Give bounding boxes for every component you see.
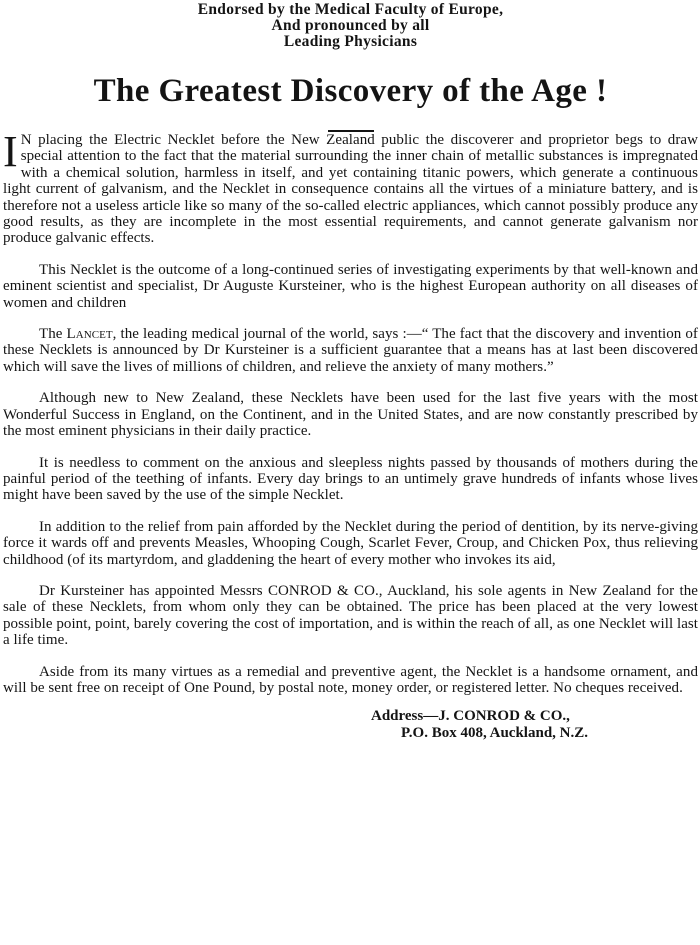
endorsement-line-1: Endorsed by the Medical Faculty of Europe, [197, 1, 504, 18]
paragraph-3 [3, 326, 698, 375]
article-body [3, 127, 699, 696]
paragraph-3-lead: The [39, 326, 63, 343]
drop-cap-initial: I [3, 127, 18, 176]
endorsement-line-2: And pronounced by all [271, 17, 430, 34]
paragraph-6: In addition to the relief from pain afforded by the Necklet during the period of dentition, by its nerve-giving force it wards off and prevents Measles, Whooping Cough, Scarlet Fever, Croup, and Chicken Pox, thus relieving childhood (of its martyrdom, and gladdening the heart of every mother who invokes its aid, [3, 518, 698, 568]
address-line-1: Address—J. CONROD & CO., [371, 708, 570, 725]
paragraph-3-text: , the leading medical journal of the world, says :—“ The fact that the discovery and invention of these Necklets is announced by Dr Kursteiner is a sufficient guarantee that a means has at last been discovered which will save the lives of millions of children, and relieve the anxiety of many mothers.” [3, 326, 698, 375]
paragraph-1-text: N placing the Electric Necklet before the New Zealand public the discoverer and proprietor begs to draw special attention to the fact that the material surrounding the inner chain of metallic substances is impregnated with a chemical solution, harmless in itself, and yet containing titanic powers, which generate a continuous light current of galvanism, and the Necklet in consequence contains all the virtues of a miniature battery, and is therefore not a useless article like so many of the so-called electric appliances, which cannot possibly produce any good results, as they are incomplete in the most essential requirements, and cannot generate galvanism nor produce galvanic effects. [3, 132, 698, 247]
paragraph-1 [3, 127, 698, 247]
endorsement-line-3: Leading Physicians [283, 33, 418, 50]
paragraph-8: Aside from its many virtues as a remedial and preventive agent, the Necklet is a handsome ornament, and will be sent free on receipt of One Pound, by postal note, money order, or registered letter. No cheques received. [3, 663, 698, 696]
lancet-name: Lancet [66, 326, 113, 343]
address-line-2: P.O. Box 408, Auckland, N.Z. [401, 725, 588, 742]
paragraph-5: It is needless to comment on the anxious and sleepless nights passed by thousands of mothers during the painful period of the teething of infants. Every day brings to an untimely grave hundreds of infants whose lives might have been saved by the use of the simple Necklet. [3, 454, 698, 504]
paragraph-4: Although new to New Zealand, these Necklets have been used for the last five years with the most Wonderful Success in England, on the Continent, and in the United States, and are now constantly prescribed by the most eminent physicians in their daily practice. [3, 390, 698, 440]
paragraph-7: Dr Kursteiner has appointed Messrs CONROD & CO., Auckland, his sole agents in New Zealand for the sale of these Necklets, from whom only they can be obtained. The price has been placed at the very lowest possible point, point, barely covering the cost of importation, and is within the reach of all, as one Necklet will last a life time. [3, 582, 699, 649]
paragraph-2: This Necklet is the outcome of a long-continued series of investigating experiments by that well-known and eminent scientist and specialist, Dr Auguste Kursteiner, who is the highest European authority on all diseases of women and children [3, 261, 698, 311]
headline: The Greatest Discovery of the Age ! [93, 73, 608, 109]
address-block [371, 708, 698, 742]
endorsement-block [3, 2, 698, 50]
